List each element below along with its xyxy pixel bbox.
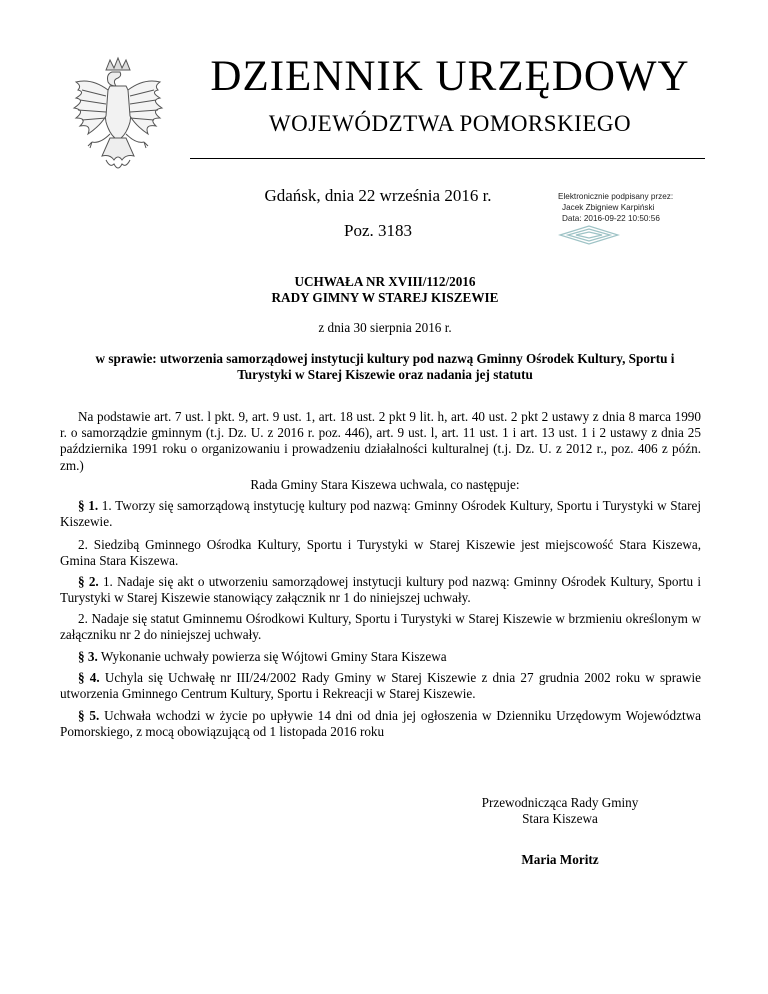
- section-4-paragraph: [60, 670, 701, 702]
- act-issuing-body: RADY GIMNY W STAREJ KISZEWIE: [271, 290, 499, 305]
- section-3-mark: § 3.: [78, 649, 98, 664]
- esign-date: Data: 2016-09-22 10:50:56: [562, 214, 660, 223]
- section-2-paragraph-1-text: 1. Nadaje się akt o utworzeniu samorządowej instytucji kultury pod nazwą: Gminny Ośrodek Kultury, Sportu i Turystyki w Starej Kiszewie stanowiący załącznik nr 1 do niniejszej uchwały.: [60, 574, 701, 606]
- section-3-text: Wykonanie uchwały powierza się Wójtowi Gminy Stara Kiszewa: [97, 649, 447, 664]
- esign-logo-icon: [558, 224, 620, 246]
- esign-label: Elektronicznie podpisany przez:: [558, 192, 674, 201]
- signature-role-line-2: Stara Kiszewa: [522, 811, 598, 826]
- section-2-paragraph-1: [60, 574, 701, 606]
- place-date: Gdańsk, dnia 22 września 2016 r.: [264, 186, 492, 205]
- preamble-paragraph: Na podstawie art. 7 ust. l pkt. 9, art. 9 ust. 1, art. 18 ust. 2 pkt 9 lit. h, art. 40 ust. 2 pkt 2 ustawy z dnia 8 marca 1990 r. o samorządzie gminnym (t.j. Dz. U. z 2016 r. poz. 446), art. 9 ust. l, art. 11 ust. 1 i art. 13 ust. 1 i 2 ustawy z dnia 25 października 1991 roku o organizowaniu i prowadzeniu działalności kulturalnej (t.j. Dz. U. z 2012 r., poz. 406 z późn. zm.): [60, 409, 701, 473]
- section-2-mark: § 2.: [78, 574, 99, 589]
- masthead-subtitle: WOJEWÓDZTWA POMORSKIEGO: [268, 111, 632, 136]
- section-3-paragraph: [60, 649, 701, 665]
- section-5-mark: § 5.: [78, 708, 100, 723]
- position-number: Poz. 3183: [344, 221, 412, 240]
- section-2-paragraph-2: 2. Nadaje się statut Gminnemu Ośrodkowi Kultury, Sportu i Turystyki w Starej Kiszewie w brzmieniu określonym w załączniku nr 2 do niniejszej uchwały.: [60, 611, 701, 643]
- section-1-paragraph-2: 2. Siedzibą Gminnego Ośrodka Kultury, Sportu i Turystyki w Starej Kiszewie jest miejscowość Stara Kiszewa, Gmina Stara Kiszewa.: [60, 537, 701, 569]
- section-1-paragraph-1: [60, 498, 701, 530]
- eagle-emblem-icon: [62, 56, 174, 174]
- section-4-mark: § 4.: [78, 670, 100, 685]
- masthead-divider: [190, 158, 705, 159]
- electronic-signature-block: [558, 191, 758, 224]
- signature-role-line-1: Przewodnicząca Rady Gminy: [481, 795, 639, 810]
- act-subject-line-1: w sprawie: utworzenia samorządowej instytucji kultury pod nazwą Gminny Ośrodek Kultury, Sportu i: [95, 351, 675, 366]
- signature-name: Maria Moritz: [521, 852, 599, 867]
- resolution-line: Rada Gminy Stara Kiszewa uchwala, co następuje:: [250, 477, 520, 492]
- act-subject-line-2: Turystyki w Starej Kiszewie oraz nadania jej statutu: [237, 367, 533, 382]
- section-1-paragraph-1-text: 1. Tworzy się samorządową instytucję kultury pod nazwą: Gminny Ośrodek Kultury, Sportu i Turystyki w Starej Kiszewie.: [60, 498, 702, 530]
- section-4-text: Uchyla się Uchwałę nr III/24/2002 Rady Gminy w Starej Kiszewie z dnia 27 grudnia 2002 roku w sprawie utworzenia Gminnego Centrum Kultury, Sportu i Rekreacji w Starej Kiszewie.: [60, 670, 702, 702]
- section-5-paragraph: [60, 708, 701, 740]
- section-1-mark: § 1.: [78, 498, 99, 513]
- esign-signer: Jacek Zbigniew Karpiński: [562, 203, 655, 212]
- masthead-title: DZIENNIK URZĘDOWY: [210, 53, 690, 100]
- act-subject: [60, 351, 710, 383]
- act-title: UCHWAŁA NR XVIII/112/2016: [294, 274, 476, 289]
- act-date: z dnia 30 sierpnia 2016 r.: [318, 320, 452, 335]
- section-5-text: Uchwała wchodzi w życie po upływie 14 dni od dnia jej ogłoszenia w Dzienniku Urzędowym Województwa Pomorskiego, z mocą obowiązującą od 1 listopada 2016 roku: [60, 708, 701, 740]
